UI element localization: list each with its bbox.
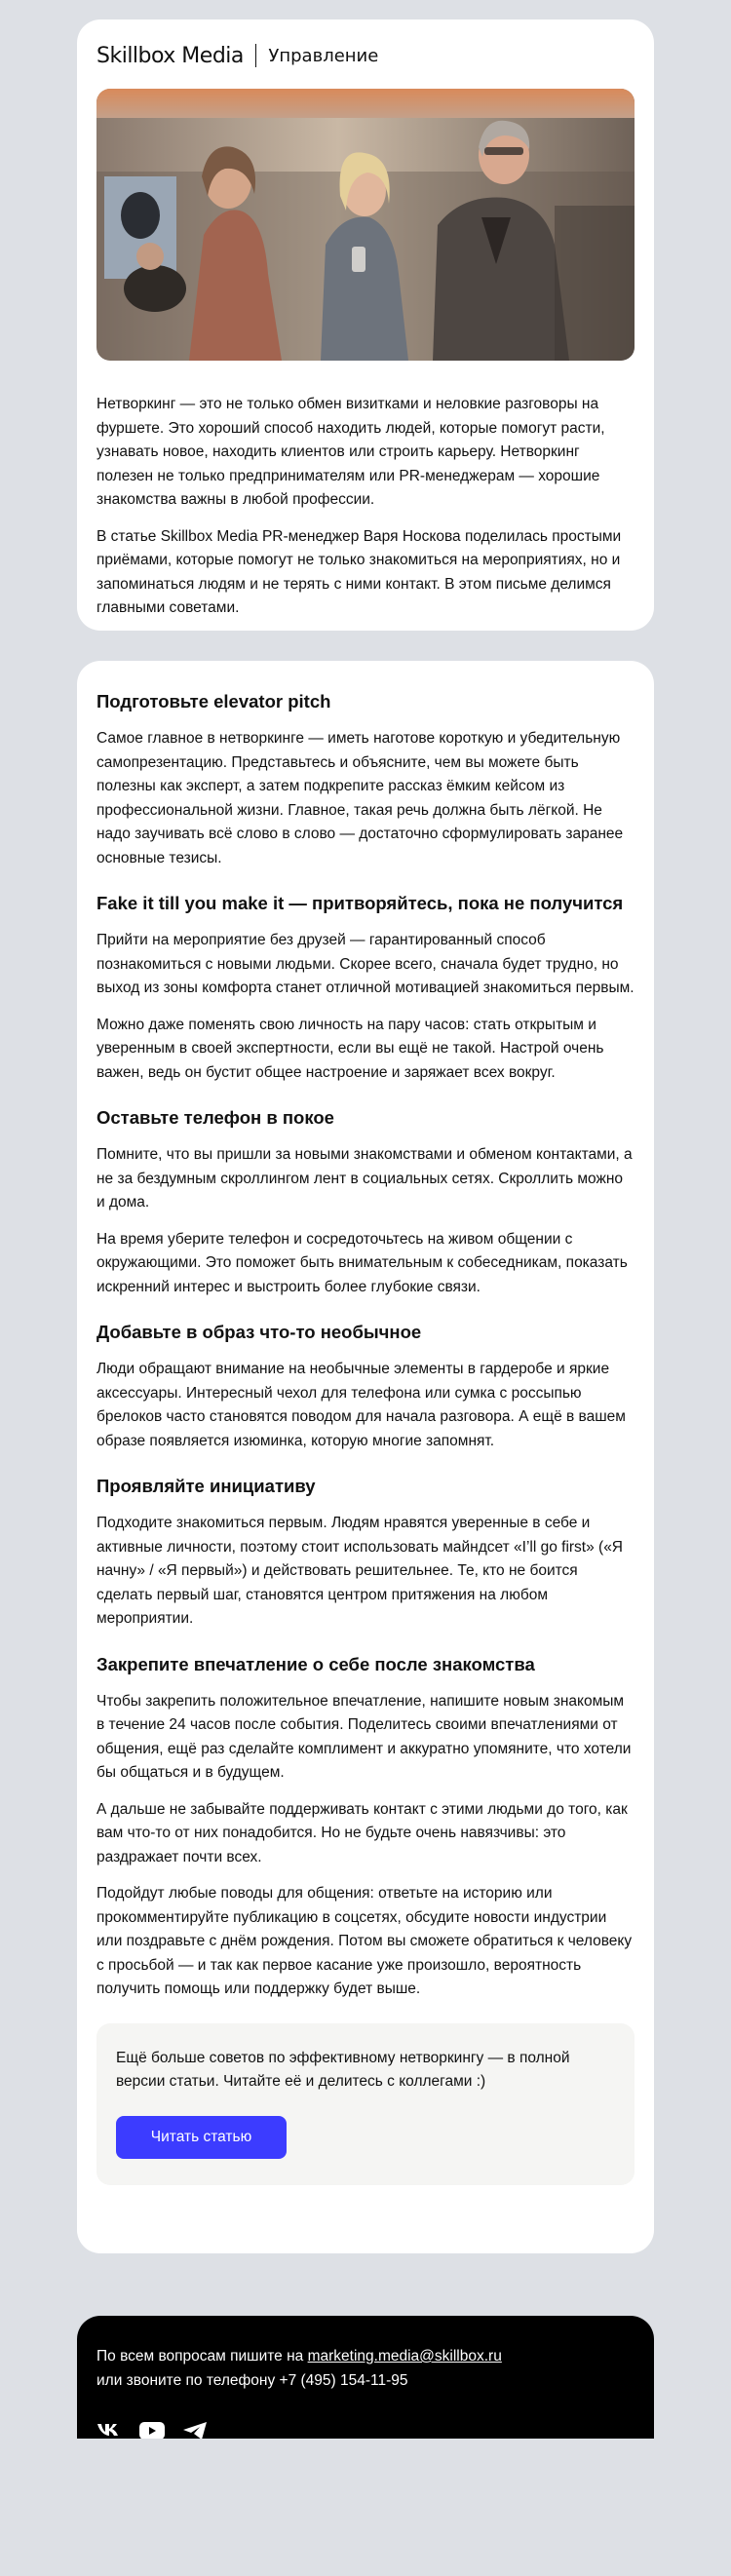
tip-section xyxy=(96,1475,635,1632)
tip-title: Fake it till you make it — притворяйтесь, пока не получится xyxy=(96,893,624,913)
tip-paragraph: Самое главное в нетворкинге — иметь наготове короткую и убедительную самопрезентацию. Представьтесь и объясните, чем вы можете быть полезны как эксперт, а затем подкрепите рассказ ёмким кейсом из профессиональной жизни. Главное, такая речь должна быть лёгкой. Не надо заучивать всё слово в слово — достаточно сформулировать заранее основные тезисы. xyxy=(96,730,624,866)
tip-section xyxy=(96,690,635,870)
vk-icon[interactable] xyxy=(96,2422,122,2439)
tip-paragraph: На время уберите телефон и сосредоточьтесь на живом общении с окружающими. Это поможет быть внимательным к собеседникам, показать искренний интерес и выстроить более глубокие связи. xyxy=(96,1230,628,1295)
tip-title: Подготовьте elevator pitch xyxy=(96,691,331,711)
read-article-button[interactable]: Читать статью xyxy=(116,2116,287,2159)
footer-email-link[interactable]: marketing.media@skillbox.ru xyxy=(307,2348,502,2365)
tip-paragraph: Прийти на мероприятие без друзей — гарантированный способ познакомиться с новыми людьми. Скорее всего, сначала будет трудно, но выход из зоны комфорта станет отличной мотивацией знакомиться первым. xyxy=(96,932,635,996)
brand-logo[interactable]: Skillbox Media xyxy=(96,43,244,68)
cta-box xyxy=(96,2023,635,2185)
cta-text: Ещё больше советов по эффективному нетворкингу — в полной версии статьи. Читайте её и делитесь с коллегами :) xyxy=(116,2049,570,2090)
tip-paragraph: Люди обращают внимание на необычные элементы в гардеробе и яркие аксессуары. Интересный чехол для телефона или сумка с россыпью брелоков часто становятся поводом для начала разговора. А ещё в вашем образе появляется изюминка, которую многие запомнят. xyxy=(96,1361,626,1449)
intro-card xyxy=(77,19,654,631)
intro-text xyxy=(96,393,635,621)
tip-section xyxy=(96,1321,635,1453)
tips-list xyxy=(96,690,635,2185)
tip-paragraph: Чтобы закрепить положительное впечатление, напишите новым знакомым в течение 24 часов после события. Поделитесь своими впечатлениями от общения, ещё раз сделайте комплимент и аккуратно упомяните, что хотели бы общаться и в будущем. xyxy=(96,1692,632,1781)
tips-card xyxy=(77,661,654,2253)
tip-section xyxy=(96,1106,635,1299)
telegram-icon[interactable] xyxy=(182,2422,208,2439)
footer-email-prefix: По всем вопросам пишите на xyxy=(96,2348,308,2365)
tip-paragraph: Помните, что вы пришли за новыми знакомствами и обменом контактами, а не за бездумным скроллингом лент в социальных сетях. Скроллить можно и дома. xyxy=(96,1146,633,1211)
tip-section xyxy=(96,892,635,1085)
tip-title: Добавьте в образ что-то необычное xyxy=(96,1322,422,1342)
tip-paragraph: Подойдут любые поводы для общения: ответьте на историю или прокомментируйте публикацию в соцсетях, обсудите новости индустрии или поздравьте с днём рождения. Потом вы сможете обратиться к человеку с просьбой — и так как первое касание уже произошло, вероятность получить помощь или поддержку будет выше. xyxy=(96,1885,633,1997)
tip-paragraph: А дальше не забывайте поддерживать контакт с этими людьми до того, как вам что-то от них понадобится. Но не будьте очень навязчивы: это раздражает почти всех. xyxy=(96,1800,628,1865)
tip-section xyxy=(96,1653,635,2002)
footer-phone-line: или звоните по телефону +7 (495) 154-11-95 xyxy=(96,2371,408,2389)
intro-paragraph: Нетворкинг — это не только обмен визитками и неловкие разговоры на фуршете. Это хороший способ находить людей, которые помогут расти, узнавать новое, находить клиентов или строить карьеру. Нетворкинг полезен не только предпринимателям или PR-менеджерам — хорошие знакомства важны в любой профессии. xyxy=(96,396,605,508)
brand-header xyxy=(96,41,378,70)
footer xyxy=(77,2316,654,2439)
tip-paragraph: Подходите знакомиться первым. Людям нравятся уверенные в себе и активные личности, поэтому стоит использовать майндсет «I’ll go first» («Я начну» / «Я первый») и действовать решительнее. Те, кто не боится сделать первый шаг, становятся центром притяжения на любом мероприятии. xyxy=(96,1515,624,1627)
brand-section-label: Управление xyxy=(268,45,379,66)
intro-paragraph: В статье Skillbox Media PR-менеджер Варя Носкова поделилась простыми приёмами, которые помогут не только знакомиться на мероприятиях, но и запоминаться людям и не терять с ними контакт. В этом письме делимся главными советами. xyxy=(96,527,622,616)
social-icons xyxy=(96,2422,208,2439)
hero-image xyxy=(96,89,635,361)
footer-contact-line xyxy=(96,2345,635,2369)
tip-paragraph: Можно даже поменять свою личность на пару часов: стать открытым и уверенным в своей экспертности, если вы ещё не такой. Настрой очень важен, ведь он бустит общее настроение и заряжает всех вокруг. xyxy=(96,1016,604,1081)
tip-title: Оставьте телефон в покое xyxy=(96,1107,334,1128)
youtube-icon[interactable] xyxy=(139,2422,165,2439)
brand-divider xyxy=(255,44,257,67)
tip-title: Проявляйте инициативу xyxy=(96,1476,316,1496)
tip-title: Закрепите впечатление о себе после знакомства xyxy=(96,1653,535,1674)
